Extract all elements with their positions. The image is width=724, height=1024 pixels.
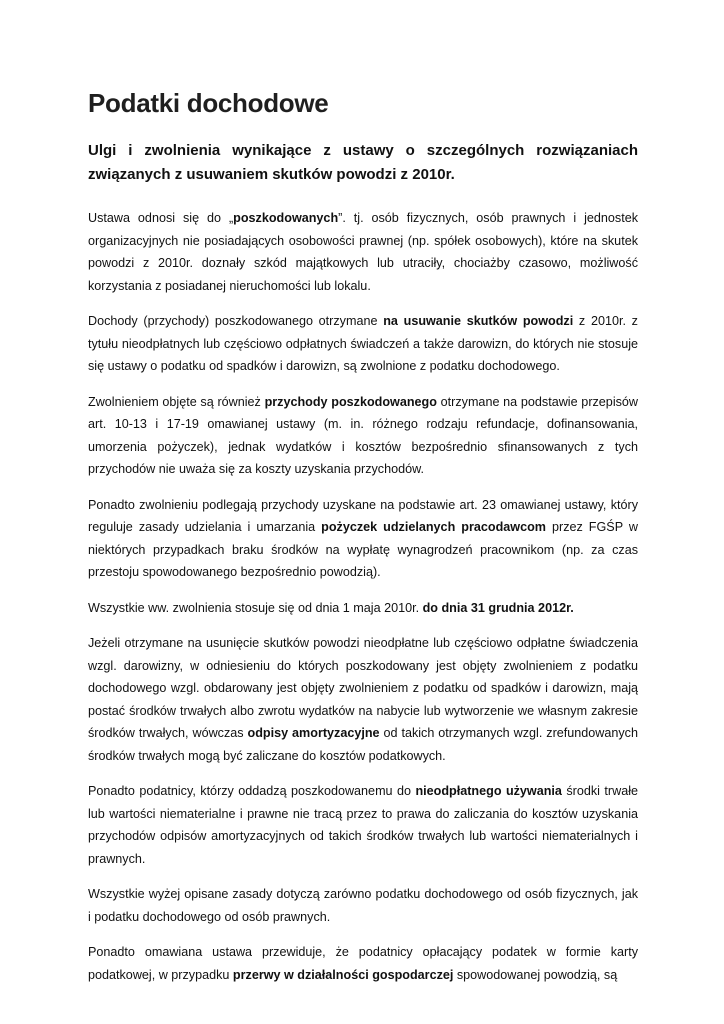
- section-subtitle: Ulgi i zwolnienia wynikające z ustawy o szczególnych rozwiązaniach związanych z usuwaniem skutków powodzi z 2010r.: [88, 142, 638, 184]
- paragraph-6-text-a: Jeżeli otrzymane na usunięcie skutków powodzi nieodpłatne lub częściowo odpłatne świadczenia wzgl. darowizny, w odniesieniu do których poszkodowany jest objęty zwolnieniem z podatku dochodowego wzgl. obdarowany jest objęty zwolnieniem z podatku od spadków i darowizn, mają postać środków trwałych albo zwrotu wydatków na nabycie lub wytworzenie we własnym zakresie środków trwałych, wówczas: [88, 636, 638, 741]
- paragraph-2-text-a: Dochody (przychody) poszkodowanego otrzymane: [88, 314, 384, 329]
- paragraph-5: [88, 597, 638, 620]
- paragraph-2: [88, 310, 638, 378]
- document-body: [88, 88, 638, 999]
- paragraph-7-text-c: środki trwałe lub wartości niematerialne i prawne nie tracą przez to prawa do zaliczania do kosztów uzyskania przychodów odpisów amortyzacyjnych od takich środków trwałych lub wartości niematerialnych i prawnych.: [88, 784, 638, 866]
- paragraph-5-text-a: Wszystkie ww. zwolnienia stosuje się od dnia 1 maja 2010r.: [88, 600, 423, 615]
- paragraph-3-bold: przychody poszkodowanego: [264, 394, 437, 409]
- paragraph-5-bold: do dnia 31 grudnia 2012r.: [422, 600, 574, 615]
- paragraph-1-bold: poszkodowanych: [233, 211, 339, 226]
- paragraph-3-text-c: otrzymane na podstawie przepisów art. 10-13 i 17-19 omawianej ustawy (m. in. różnego rodzaju refundacje, dofinansowania, umorzenia pożyczek), jednak wydatków i kosztów bezpośrednio sfinansowanych z tych przychodów nie uważa się za koszty uzyskania przychodów.: [88, 394, 639, 477]
- paragraph-9-text-c: spowodowanej powodzią, są: [453, 967, 618, 982]
- paragraph-1: [88, 207, 638, 297]
- paragraph-7: [88, 780, 638, 870]
- paragraph-3-text-a: Zwolnieniem objęte są również: [88, 394, 265, 409]
- paragraph-9-text-a: Ponadto omawiana ustawa przewiduje, że podatnicy opłacający podatek w formie karty podatkowej, w przypadku: [88, 945, 638, 982]
- paragraph-4: [88, 494, 638, 584]
- paragraph-6-bold: odpisy amortyzacyjne: [247, 726, 380, 741]
- paragraph-8-text-a: Wszystkie wyżej opisane zasady dotyczą zarówno podatku dochodowego od osób fizycznych, jak i podatku dochodowego od osób prawnych.: [88, 887, 638, 924]
- paragraph-6-text-c: od takich otrzymanych wzgl. zrefundowanych środków trwałych mogą być zaliczane do kosztów podatkowych.: [88, 726, 638, 763]
- paragraph-6: [88, 632, 638, 767]
- paragraph-8: [88, 883, 638, 928]
- paragraph-7-bold: nieodpłatnego używania: [415, 784, 562, 799]
- paragraph-2-bold: na usuwanie skutków powodzi: [383, 314, 574, 329]
- paragraph-3: [88, 391, 638, 481]
- paragraph-4-bold: pożyczek udzielanych pracodawcom: [321, 520, 546, 535]
- paragraph-7-text-a: Ponadto podatnicy, którzy oddadzą poszkodowanemu do: [88, 784, 416, 799]
- paragraph-9-bold: przerwy w działalności gospodarczej: [232, 967, 454, 982]
- paragraph-2-text-c: z 2010r. z tytułu nieodpłatnych lub częściowo odpłatnych świadczeń a także darowizn, do których nie stosuje się ustawy o podatku od spadków i darowizn, są zwolnione z podatku dochodowego.: [88, 314, 638, 374]
- page-title: Podatki dochodowe: [88, 88, 329, 118]
- paragraph-1-text-c: ”. tj. osób fizycznych, osób prawnych i jednostek organizacyjnych nie posiadających osobowości prawnej (np. spółek osobowych), które na skutek powodzi z 2010r. doznały szkód majątkowych lub utraciły, chociażby czasowo, możliwość korzystania z posiadanej nieruchomości lub lokalu.: [88, 211, 639, 293]
- paragraph-4-text-c: przez FGŚP w niektórych przypadkach braku środków na wypłatę wynagrodzeń pracownikom (np. za czas przestoju spowodowanego bezpośrednio powodzią).: [88, 520, 638, 580]
- paragraph-4-text-a: Ponadto zwolnieniu podlegają przychody uzyskane na podstawie art. 23 omawianej ustawy, który reguluje zasady udzielania i umarzania: [88, 497, 638, 535]
- paragraph-1-text-a: Ustawa odnosi się do „: [88, 211, 234, 226]
- paragraph-9: [88, 941, 638, 986]
